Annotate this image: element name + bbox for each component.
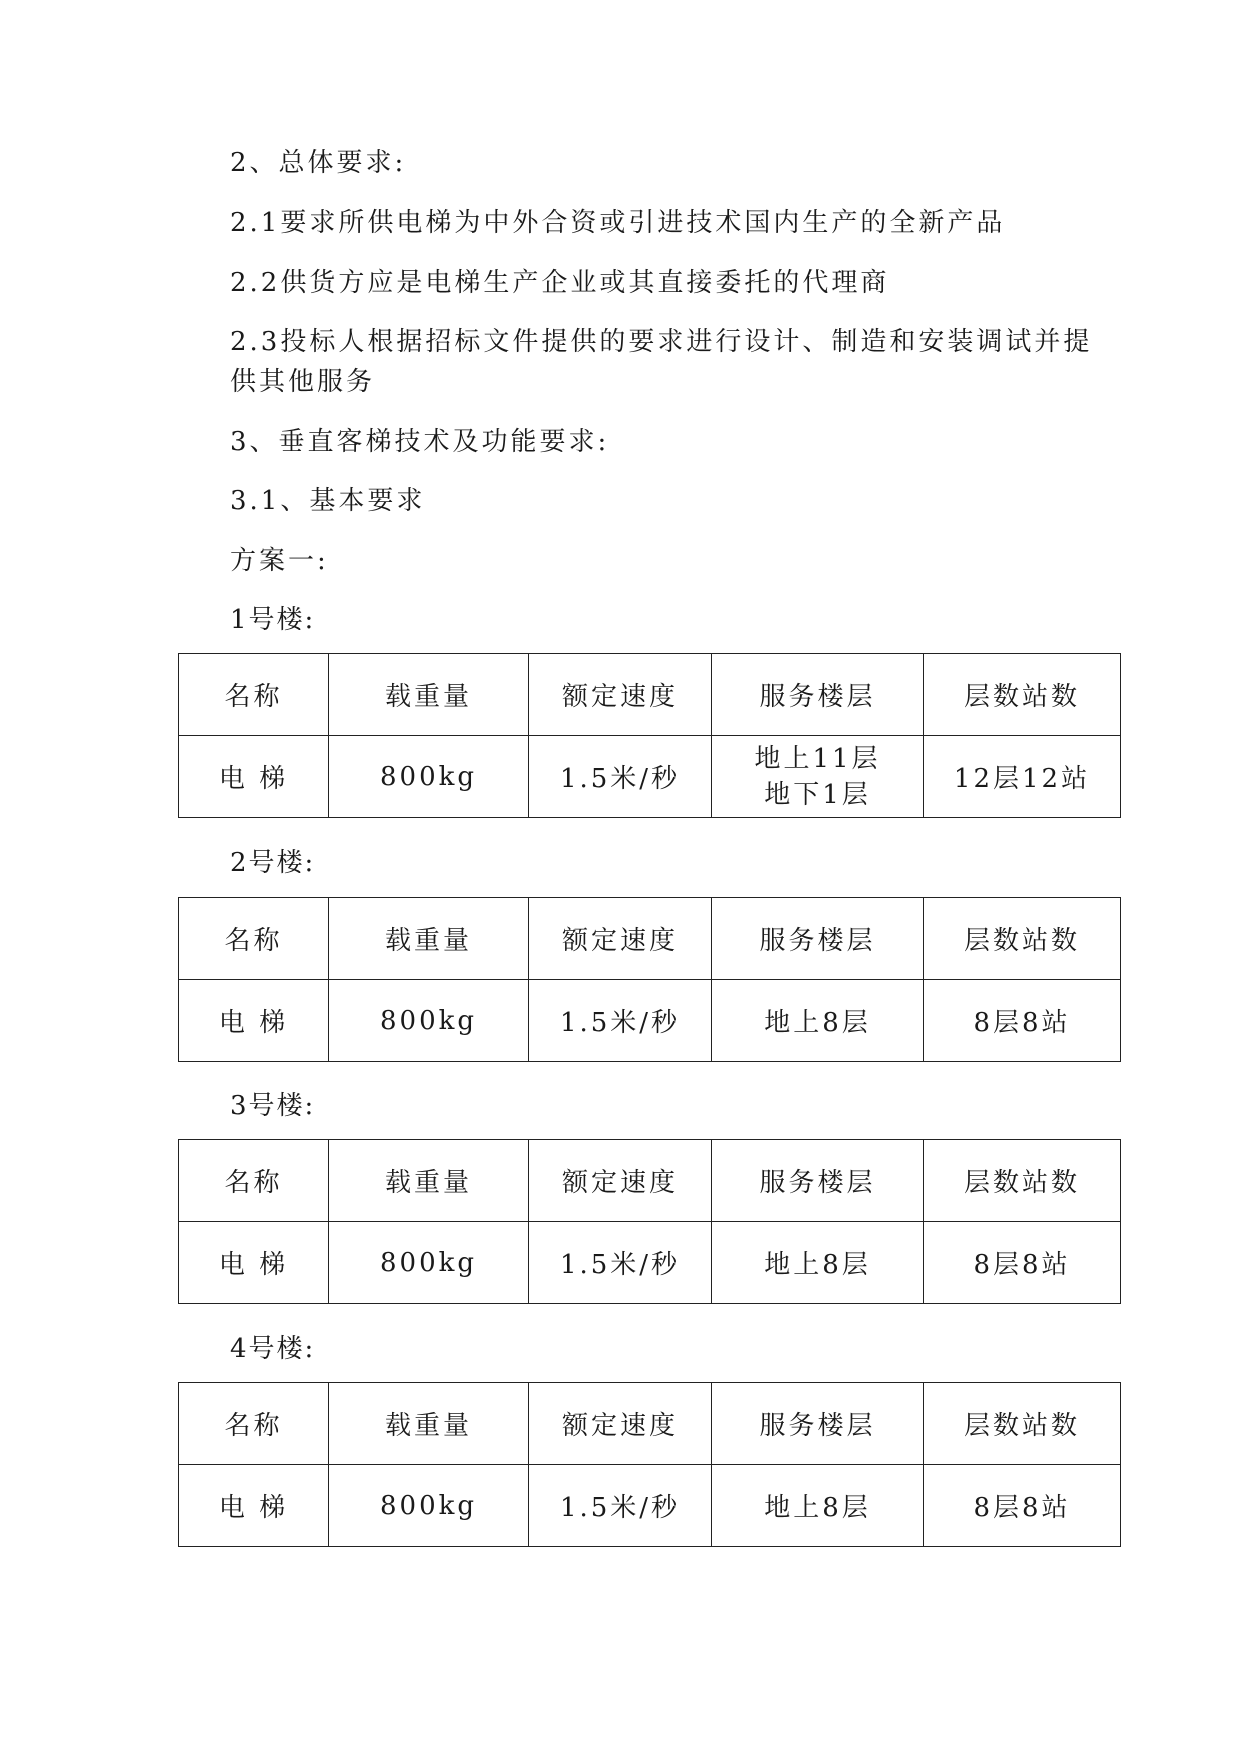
cell-name: 电 梯 (179, 736, 329, 818)
header-name: 名称 (179, 898, 329, 980)
requirement-2-3: 2.3投标人根据招标文件提供的要求进行设计、制造和安装调试并提供其他服务 (230, 327, 1093, 397)
cell-speed: 1.5米/秒 (529, 736, 712, 818)
header-speed: 额定速度 (529, 1383, 712, 1465)
table-row (179, 1222, 1121, 1304)
cell-name: 电 梯 (179, 1465, 329, 1547)
cell-stops: 12层12站 (924, 736, 1121, 818)
table-header-row (179, 654, 1121, 736)
header-floors: 服务楼层 (712, 1383, 924, 1465)
header-name: 名称 (179, 654, 329, 736)
header-floors: 服务楼层 (712, 654, 924, 736)
building-2-table (178, 897, 1121, 1062)
building-3-table (178, 1139, 1121, 1304)
header-stops: 层数站数 (924, 898, 1121, 980)
cell-stops: 8层8站 (924, 1222, 1121, 1304)
cell-name: 电 梯 (179, 980, 329, 1062)
header-floors: 服务楼层 (712, 898, 924, 980)
cell-name: 电 梯 (179, 1222, 329, 1304)
table-header-row (179, 1140, 1121, 1222)
cell-speed: 1.5米/秒 (529, 1222, 712, 1304)
header-load: 载重量 (329, 1383, 529, 1465)
plan-one-heading: 方案一: (230, 546, 329, 576)
header-speed: 额定速度 (529, 654, 712, 736)
building-4-title: 4号楼: (230, 1334, 316, 1364)
table-row (179, 980, 1121, 1062)
header-speed: 额定速度 (529, 1140, 712, 1222)
header-load: 载重量 (329, 1140, 529, 1222)
cell-floors (712, 736, 924, 818)
requirement-2-2: 2.2供货方应是电梯生产企业或其直接委托的代理商 (230, 268, 890, 298)
cell-stops: 8层8站 (924, 980, 1121, 1062)
table-header-row (179, 1383, 1121, 1465)
header-load: 载重量 (329, 654, 529, 736)
cell-load: 800kg (329, 1222, 529, 1304)
header-load: 载重量 (329, 898, 529, 980)
table-header-row (179, 898, 1121, 980)
section-3-1-heading: 3.1、基本要求 (230, 486, 426, 516)
cell-floors: 地上8层 (712, 1465, 924, 1547)
section-2-heading: 2、总体要求: (230, 148, 407, 178)
table-row (179, 736, 1121, 818)
cell-speed: 1.5米/秒 (529, 1465, 712, 1547)
cell-floors: 地上8层 (712, 1222, 924, 1304)
header-stops: 层数站数 (924, 654, 1121, 736)
cell-load: 800kg (329, 980, 529, 1062)
header-stops: 层数站数 (924, 1140, 1121, 1222)
floors-above: 地上11层 (754, 743, 881, 774)
building-1-title: 1号楼: (230, 605, 316, 635)
building-2-title: 2号楼: (230, 848, 316, 878)
building-3-title: 3号楼: (230, 1091, 316, 1121)
table-row (179, 1465, 1121, 1547)
cell-speed: 1.5米/秒 (529, 980, 712, 1062)
cell-floors: 地上8层 (712, 980, 924, 1062)
header-floors: 服务楼层 (712, 1140, 924, 1222)
floors-below: 地下1层 (764, 779, 871, 810)
cell-load: 800kg (329, 736, 529, 818)
cell-stops: 8层8站 (924, 1465, 1121, 1547)
header-name: 名称 (179, 1383, 329, 1465)
header-speed: 额定速度 (529, 898, 712, 980)
building-1-table (178, 653, 1121, 818)
cell-load: 800kg (329, 1465, 529, 1547)
section-3-heading: 3、垂直客梯技术及功能要求: (230, 427, 610, 457)
header-stops: 层数站数 (924, 1383, 1121, 1465)
header-name: 名称 (179, 1140, 329, 1222)
building-4-table (178, 1382, 1121, 1547)
requirement-2-1: 2.1要求所供电梯为中外合资或引进技术国内生产的全新产品 (230, 208, 1006, 238)
